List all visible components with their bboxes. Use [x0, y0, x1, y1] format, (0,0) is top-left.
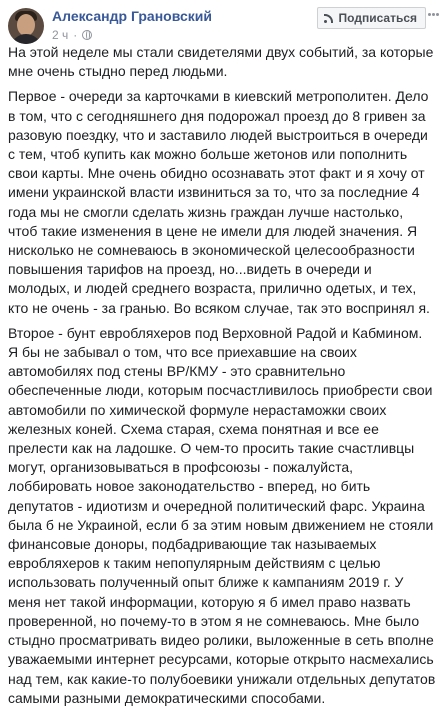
post-paragraph: Первое - очереди за карточками в киевский метрополитен. Дело в том, что с сегодняшнего дня подорожал проезд до 8 гривен за разовую поездку, что и заставило людей выстроиться в очереди с тем, чтоб купить как можно больше жетонов или пополнить свои карты. Мне очень обидно осознавать этот факт и я хочу от имени украинской власти извиниться за то, что за последние 4 года мы не смогли сделать жизнь граждан лучше настолько, чтоб такие изменения в цене не имели для людей значения. Я нисколько не сомневаюсь в экономической целесообразности повышения тарифов на проезд, но...видеть в очереди и молодых, и людей среднего возраста, прилично одетых, и тех, кто не очень - за гранью. Во всяком случае, так это воспринял я. [8, 88, 430, 316]
author-name[interactable]: Александр Грановский [52, 8, 212, 24]
more-options-icon[interactable] [428, 13, 440, 23]
post-paragraph: Второе - бунт евробляхеров под Верховной Радой и Кабмином. Я бы не забывал о том, что все приехавшие на своих автомобилях под стены ВР/КМУ - это сравнительно обеспеченные люди, которым посчастливилось приобрести свои автомобили по химической формуле нерастаможки своих железных коней. Схема старая, схема понятная и все ее прелести как на ладошке. О чем-то просить такие счастливцы могут, организовываться в профсоюзы - пожалуйста, лоббировать новое законодательство - вперед, но бить депутатов - идиотизм и очередной политический фарс. Украина была б не Украиной, если б за этим новым движением не стояли финансовые доноры, подбадривающие так называемых евробляхеров к таким непопулярным действиям с целью использовать полученный опыт ближе к кампаниям 2019 г. У меня нет такой информации, которую я б имел право назвать проверенной, но почему-то в этом я не сомневаюсь. Мне было стыдно просматривать видео ролики, выложенные в сеть вполне уважаемыми интернет ресурсами, которые открыто насмехались над тем, как какие-то полубоевики унижали отдельных депутатов самыми разными демократическими способами. [8, 324, 436, 706]
post-time[interactable]: 2 ч [52, 28, 69, 42]
subscribe-label: Подписаться [338, 11, 417, 25]
author-avatar[interactable] [8, 8, 44, 44]
rss-icon [324, 13, 334, 23]
globe-icon [82, 30, 92, 40]
post-paragraph: На этой неделе мы стали свидетелями двух событий, за которые мне очень стыдно перед людьми. [8, 44, 434, 80]
post-header [0, 0, 442, 46]
post-text [8, 43, 436, 714]
subscribe-button[interactable] [317, 7, 426, 29]
post-meta: 2 ч · [52, 28, 92, 42]
